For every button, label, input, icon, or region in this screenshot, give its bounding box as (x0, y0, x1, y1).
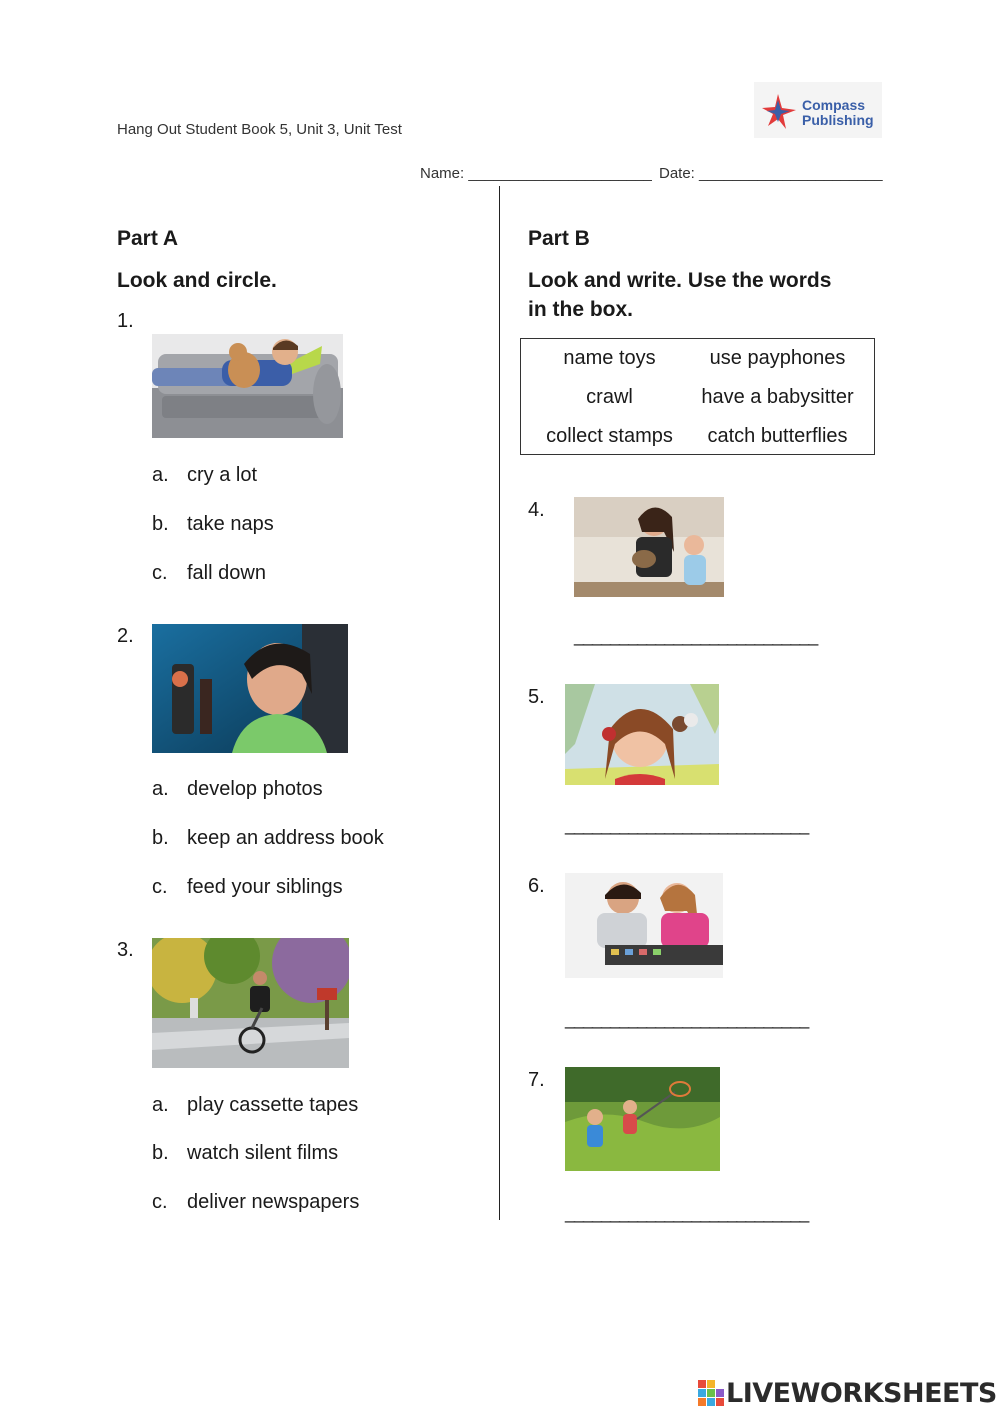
answer-line-5[interactable]: ___________________________ (565, 815, 809, 835)
column-divider (499, 186, 500, 1220)
answer-line-6[interactable]: ___________________________ (565, 1009, 809, 1029)
part-a-instruction: Look and circle. (117, 269, 277, 292)
part-b-instruction (528, 266, 831, 324)
question-number: 1. (117, 310, 134, 332)
word-box-item: crawl (586, 386, 633, 408)
liveworksheets-blocks-icon (698, 1380, 724, 1406)
option-1b[interactable] (152, 513, 274, 536)
compass-publishing-logo (754, 82, 882, 138)
option-letter: a. (152, 464, 169, 486)
option-text: fall down (187, 562, 266, 584)
option-text: feed your siblings (187, 876, 343, 898)
question-number: 4. (528, 499, 545, 521)
option-letter: c. (152, 1191, 168, 1213)
option-text: watch silent films (187, 1142, 339, 1164)
photo-children-with-butterfly-net (565, 1067, 720, 1171)
word-box-item: catch butterflies (707, 425, 848, 447)
option-text: play cassette tapes (187, 1094, 359, 1116)
option-1c[interactable] (152, 562, 266, 585)
option-text: deliver newspapers (187, 1191, 360, 1213)
photo-woman-with-child-and-dog (574, 497, 724, 597)
answer-line-4[interactable]: ___________________________ (574, 626, 818, 646)
question-number: 6. (528, 875, 545, 897)
part-b-title: Part B (528, 227, 590, 250)
photo-children-with-stamp-album (565, 873, 723, 978)
option-2c[interactable] (152, 876, 343, 899)
question-number: 7. (528, 1069, 545, 1091)
word-box-item: use payphones (709, 347, 846, 369)
option-1a[interactable] (152, 464, 257, 487)
option-3c[interactable] (152, 1191, 359, 1214)
answer-line-7[interactable]: ___________________________ (565, 1203, 809, 1223)
photo-girl-with-finger-puppets (565, 684, 719, 785)
photo-boy-on-bicycle (152, 938, 349, 1068)
liveworksheets-wordmark: LIVEWORKSHEETS (726, 1377, 997, 1409)
date-field[interactable]: Date: ______________________ (659, 165, 883, 182)
logo-line-2: Publishing (802, 112, 874, 128)
question-number: 2. (117, 625, 134, 647)
option-2b[interactable] (152, 827, 384, 850)
word-box-item: name toys (563, 347, 656, 369)
word-box-item: collect stamps (546, 425, 673, 447)
option-text: take naps (187, 513, 274, 535)
question-number: 5. (528, 686, 545, 708)
part-b-instruction-line-1: Look and write. Use the words (528, 269, 832, 292)
photo-child-sleeping-on-sofa (152, 334, 343, 438)
logo-line-1: Compass (802, 97, 866, 113)
option-3a[interactable] (152, 1094, 358, 1117)
worksheet-title: Hang Out Student Book 5, Unit 3, Unit Test (117, 121, 402, 138)
option-2a[interactable] (152, 778, 323, 801)
option-letter: a. (152, 778, 169, 800)
option-3b[interactable] (152, 1142, 338, 1165)
photo-woman-inspecting-film (152, 624, 348, 753)
part-b-instruction-line-2: in the box. (528, 298, 633, 321)
option-letter: b. (152, 1142, 169, 1164)
name-field[interactable]: Name: ______________________ (420, 165, 652, 182)
word-box (520, 338, 875, 455)
word-box-item: have a babysitter (701, 386, 854, 408)
option-letter: c. (152, 876, 168, 898)
option-text: develop photos (187, 778, 323, 800)
liveworksheets-logo (698, 1378, 997, 1408)
option-letter: b. (152, 827, 169, 849)
option-text: keep an address book (187, 827, 384, 849)
option-text: cry a lot (187, 464, 258, 486)
option-letter: a. (152, 1094, 169, 1116)
part-a-title: Part A (117, 227, 179, 250)
option-letter: c. (152, 562, 168, 584)
option-letter: b. (152, 513, 169, 535)
question-number: 3. (117, 939, 134, 961)
